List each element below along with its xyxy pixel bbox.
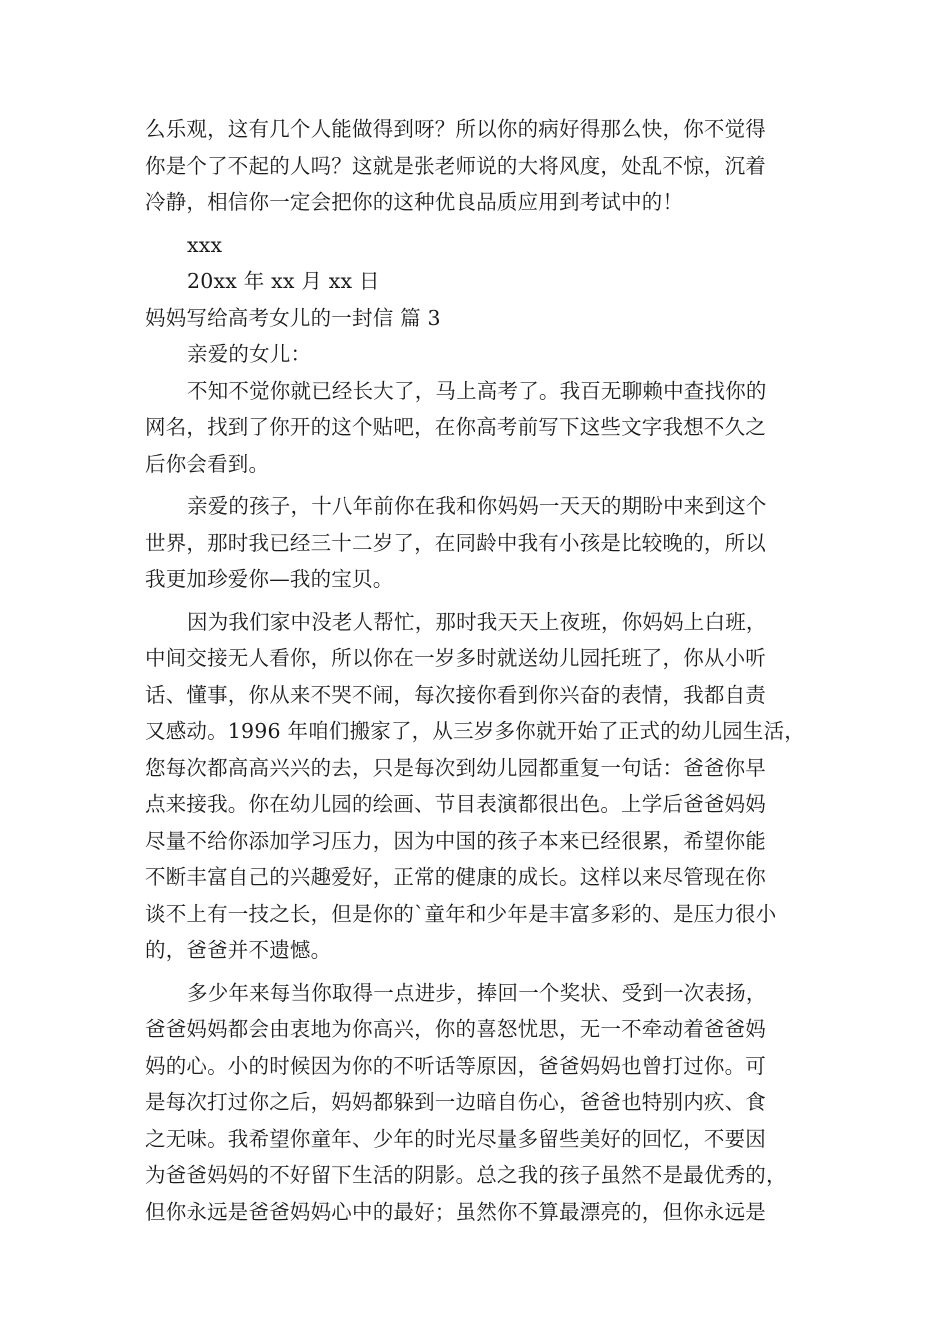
text-line: 世界，那时我已经三十二岁了，在同龄中我有小孩是比较晚的，所以 bbox=[145, 530, 766, 555]
text-line: 你是个了不起的人吗？这就是张老师说的大将风度，处乱不惊，沉着 bbox=[145, 153, 766, 178]
salutation: 亲爱的女儿： bbox=[187, 342, 312, 366]
text-line: 中间交接无人看你，所以你在一岁多时就送幼儿园托班了，你从小听 bbox=[145, 646, 766, 670]
paragraph bbox=[145, 373, 815, 483]
paragraph bbox=[145, 488, 815, 598]
date: 20xx 年 xx 月 xx 日 bbox=[187, 269, 380, 293]
text-line: 之无味。我希望你童年、少年的时光尽量多留些美好的回忆，不要因 bbox=[145, 1126, 766, 1151]
signature: xxx bbox=[187, 232, 223, 257]
text-line: 但你永远是爸爸妈妈心中的最好；虽然你不算最漂亮的，但你永远是 bbox=[145, 1199, 766, 1224]
text-line: 点来接我。你在幼儿园的绘画、节目表演都很出色。上学后爸爸妈妈 bbox=[145, 792, 766, 816]
text-line: 后你会看到。 bbox=[145, 451, 270, 476]
section-title: 妈妈写给高考女儿的一封信 篇 3 bbox=[145, 305, 441, 330]
text-line: 话、懂事，你从来不哭不闹，每次接你看到你兴奋的表情，我都自责 bbox=[145, 682, 766, 707]
paragraph bbox=[145, 975, 815, 1231]
text-line: 为爸爸妈妈的不好留下生活的阴影。总之我的孩子虽然不是最优秀的， bbox=[145, 1163, 787, 1187]
text-line: 妈的心。小的时候因为你的不听话等原因，爸爸妈妈也曾打过你。可 bbox=[145, 1053, 766, 1078]
text-line: 么乐观，这有几个人能做得到呀？所以你的病好得那么快，你不觉得 bbox=[145, 117, 766, 141]
text-line: 多少年来每当你取得一点进步，捧回一个奖状、受到一次表扬， bbox=[187, 980, 767, 1005]
text-line: 是每次打过你之后，妈妈都躲到一边暗自伤心，爸爸也特别内疚、食 bbox=[145, 1090, 766, 1114]
text-line: 因为我们家中没老人帮忙，那时我天天上夜班，你妈妈上白班， bbox=[187, 609, 767, 634]
text-line: 您每次都高高兴兴的去，只是每次到幼儿园都重复一句话：爸爸你早 bbox=[145, 755, 766, 780]
text-line: 不断丰富自己的兴趣爱好，正常的健康的成长。这样以来尽管现在你 bbox=[145, 865, 766, 889]
text-line: 又感动。1996 年咱们搬家了，从三岁多你就开始了正式的幼儿园生活， bbox=[145, 719, 805, 743]
text-line: 的，爸爸并不遗憾。 bbox=[145, 938, 332, 962]
text-line: 网名，找到了你开的这个贴吧，在你高考前写下这些文字我想不久之 bbox=[145, 415, 766, 439]
letter-body bbox=[145, 111, 815, 1230]
text-line: 不知不觉你就已经长大了，马上高考了。我百无聊赖中查找你的 bbox=[187, 378, 767, 403]
text-line: 亲爱的孩子，十八年前你在我和你妈妈一天天的期盼中来到这个 bbox=[187, 494, 767, 518]
text-line: 尽量不给你添加学习压力，因为中国的孩子本来已经很累，希望你能 bbox=[145, 828, 766, 853]
text-line: 冷静，相信你一定会把你的这种优良品质应用到考试中的！ bbox=[145, 190, 684, 214]
paragraph bbox=[145, 604, 815, 969]
text-line: 谈不上有一技之长，但是你的`童年和少年是丰富多彩的、是压力很小 bbox=[145, 901, 777, 926]
text-line: 爸爸妈妈都会由衷地为你高兴，你的喜怒忧思，无一不牵动着爸爸妈 bbox=[145, 1017, 766, 1041]
text-line: 我更加珍爱你—我的宝贝。 bbox=[145, 567, 394, 591]
